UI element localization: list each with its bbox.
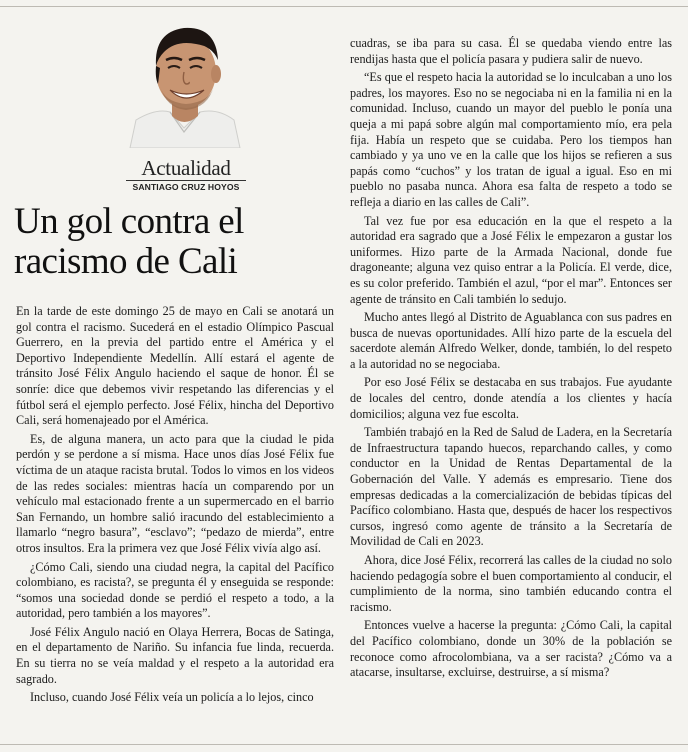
paragraph: Ahora, dice José Félix, recorrerá las calles de la ciudad no solo haciendo pedagogía sobre el buen comportamiento al conducir, el cumplimiento de la norma, sino también educando contra el racismo. [350,553,672,614]
paragraph: Por eso José Félix se destacaba en sus trabajos. Fue ayudante de locales del centro, donde atendía a los clientes y hacía domicilios; alguna vez fue escolta. [350,375,672,421]
paragraph: ¿Cómo Cali, siendo una ciudad negra, la capital del Pacífico colombiano, es racista?, se pregunta él y enseguida se responde: “somos una sociedad donde se perdió el respeto a todo, a la autoridad, pero también a los mayores”. [16,559,334,621]
right-column [350,36,672,684]
paragraph: Incluso, cuando José Félix veía un policía a lo lejos, cinco [30,690,314,705]
paragraph: Mucho antes llegó al Distrito de Aguablanca con sus padres en busca de nuevas oportunidades. Allí hizo parte de la escuela del sacerdote alemán Alfredo Welker, donde, también, lo del respeto a la autoridad no se negociaba. [350,310,672,371]
paragraph: En la tarde de este domingo 25 de mayo en Cali se anotará un gol contra el racismo. Sucederá en el estadio Olímpico Pascual Guerrero, en la previa del partido entre el América y el Deportivo Independiente Medellín. Allí estará el agente de tránsito José Félix Angulo haciendo el saque de honor. Él se sonríe: dice que debemos vivir respetando las diferencias y el fútbol será el ejemplo perfecto. José Félix, hincha del Deportivo Cali, será homenajeado por el América. [16,304,334,428]
paragraph: “Es que el respeto hacia la autoridad se lo inculcaban a uno los padres, los mayores. Eso no se negociaba ni en la familia ni en la comunidad. Incluso, cuando un mayor del pueblo le ponía una queja a mi papá sobre algún mal comportamiento mío, era pela fija. Había un respeto que se cuidaba. Pero los tiempos han cambiado y ya uno ve en la calle que los hijos se refieren a sus papás como “cuchos” y los tratan de igual a igual. Eso en mi pueblo no pasaba nunca. Ahora esa falta de respeto a todo se refleja a diario en las calles de Cali”. [350,70,672,209]
author-photo [126,16,244,148]
paragraph: Es, de alguna manera, un acto para que la ciudad le pida perdón y se perdone a sí misma. Hace unos días José Félix fue víctima de un ataque racista brutal. Todos lo vimos en los videos de las redes sociales: mientras hacía un comparendo por un vehículo mal estacionado frente a un supermercado en el barrio San Fernando, un hombre salió iracundo del establecimiento a llamarlo “negro basura”, “esclavo”; “pedazo de mierda”, entre otros insultos. Era la primera vez que José Félix vivía algo así. [16,431,334,555]
byline: SANTIAGO CRUZ HOYOS [132,182,240,192]
section-label: Actualidad [141,156,231,180]
section-divider [126,180,246,181]
paragraph: cuadras, se iba para su casa. Él se quedaba viendo entre las rendijas hasta que el policía pasara y pudiera salir de nuevo. [350,36,672,66]
top-divider [0,6,688,7]
paragraph: José Félix Angulo nació en Olaya Herrera, Bocas de Satinga, en el departamento de Nariño. Su infancia fue linda, recuerda. En su tierra no se veía maldad y el respeto a la autoridad era sagrado. [16,624,334,686]
headline: Un gol contra el racismo de Cali [14,201,244,282]
paragraph: También trabajó en la Red de Salud de Ladera, en la Secretaría de Infraestructura tapando huecos, reparchando calles, y como conductor en la Unidad de Rentas Departamental de la Gobernación del Valle. Y además es empresario. Tiene dos empresas dedicadas a la comercialización de bebidas típicas del Pacífico colombiano. Hasta que, después de hacer los respectivos cursos, ingresó como agente de tránsito a la Secretaría de Movilidad de Cali en 2023. [350,425,672,549]
left-column [16,304,334,709]
paragraph: Entonces vuelve a hacerse la pregunta: ¿Cómo Cali, la capital del Pacífico colombiano, donde un 30% de la población se reconoce como afrocolombiana, va a ser racista? ¿Cómo va a atacarse, insultarse, excluirse, destruirse, a sí misma? [350,618,672,680]
paragraph: Tal vez fue por esa educación en la que el respeto a la autoridad era sagrado que a José Félix le empezaron a gustar los uniformes. Hizo parte de la Armada Nacional, donde fue dragoneante; alguna vez quiso entrar a la Policía. El verde, dice, es su color preferido. También el azul, “por el mar”. Entonces ser agente de tránsito en Cali también lo sedujo. [350,213,672,306]
bottom-divider [0,744,688,745]
